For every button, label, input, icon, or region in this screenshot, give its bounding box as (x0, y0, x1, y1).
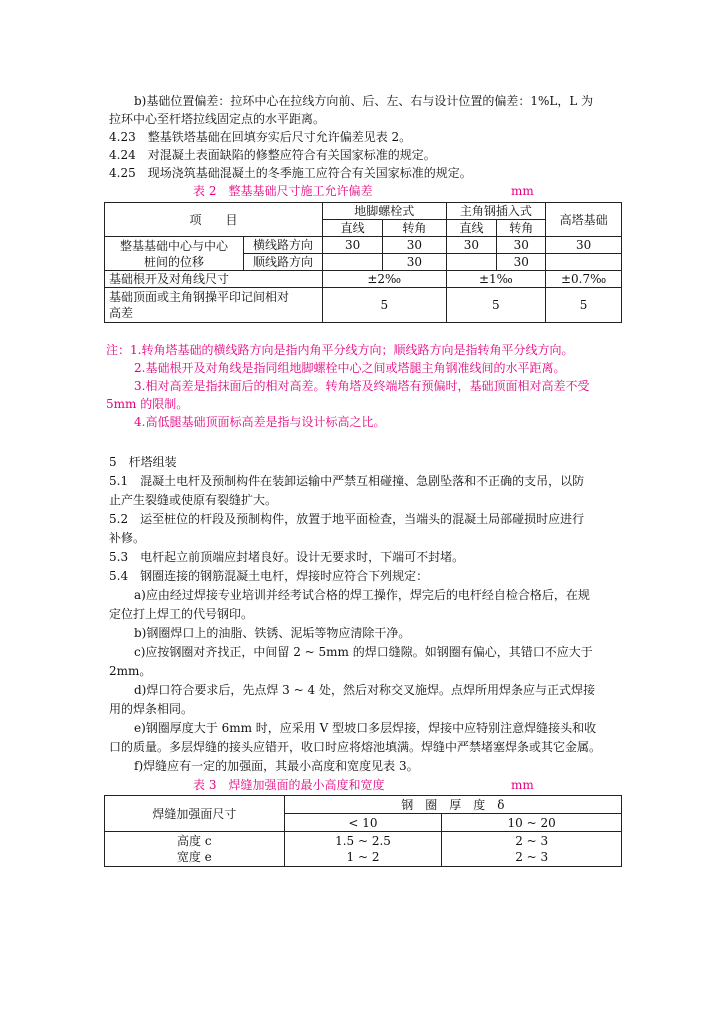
note-2: 2.基础根开及对角线是指同组地脚螺栓中心之间或塔腿主角钢准线间的水平距离。 (134, 361, 566, 375)
clause-5-1: 5.1 混凝土电杆及预制构件在装卸运输中严禁互相碰撞、急剧坠落和不正确的支吊，以防 (109, 474, 585, 488)
clause-5-4-a: a)应由经过焊接专业培训并经考试合格的焊工操作，焊完后的电杆经自检合格后，在规 (134, 588, 590, 602)
clause-5-1-cont: 止产生裂缝或使原有裂缝扩大。 (109, 493, 278, 507)
table2-row1-label (105, 237, 244, 271)
table2-sub-corner: 转角 (497, 220, 546, 237)
clause-4-23: 4.23 整基铁塔基础在回填夯实后尺寸允许偏差见表 2。 (109, 130, 412, 144)
table2-cell: ±1‰ (446, 271, 546, 288)
table2-sub-corner: 转角 (383, 220, 446, 237)
table3-col-lt10: < 10 (284, 814, 442, 832)
clause-5-2-cont: 补修。 (109, 531, 146, 545)
clause-5-4-c: c)应按钢圈对齐找正，中间留 2 ~ 5mm 的焊口缝隙。如钢圈有偏心，其错口不应大于 (134, 645, 593, 659)
table2-caption: 表 2 整基基础尺寸施工允许偏差 (193, 184, 373, 198)
table2-row4-label-a: 基础顶面或主角钢操平印记间相对 (109, 290, 290, 304)
clause-5-4-f: f)焊缝应有一定的加强面，其最小高度和宽度见表 3。 (134, 759, 419, 773)
table2-cell: 5 (446, 288, 546, 323)
section-5-heading: 5 杆塔组装 (109, 455, 177, 469)
table3-cell: 1.5 ~ 2.5 (335, 834, 391, 848)
table2-header-high-tower: 高塔基础 (546, 203, 622, 237)
clause-5-3: 5.3 电杆起立前顶端应封堵良好。设计无要求时，下端可不封堵。 (109, 550, 465, 564)
clause-5-4-e-cont: 口的质量。多层焊缝的接头应错开，收口时应将熔池填满。焊缝中严禁堵塞焊条或其它金属。 (109, 740, 602, 754)
table2-cell (446, 254, 497, 271)
table2 (104, 202, 622, 323)
table2-row4-label-b: 高差 (109, 306, 134, 320)
table3-header-thickness: 钢 圈 厚 度 δ (284, 796, 621, 814)
note-3: 3.相对高差是指抹面后的相对高差。转角塔及终端塔有预偏时，基础顶面相对高差不受 (134, 379, 590, 393)
table2-header-anchor-bolt: 地脚螺栓式 (323, 203, 447, 220)
note-4: 4.高低腿基础顶面标高差是指与设计标高之比。 (134, 415, 386, 429)
table2-header-item: 项 目 (105, 203, 323, 237)
paragraph-foundation-offset-cont: 拉环中心至杆塔拉线固定点的水平距离。 (109, 112, 326, 126)
clause-4-25: 4.25 现场浇筑基础混凝土的冬季施工应符合有关国家标准的规定。 (109, 166, 472, 180)
table2-cell (323, 254, 383, 271)
clause-4-24: 4.24 对混凝土表面缺陷的修整应符合有关国家标准的规定。 (109, 148, 436, 162)
clause-5-2: 5.2 运至桩位的杆段及预制构件，放置于地平面检查，当端头的混凝土局部碰损时应进行 (109, 512, 585, 526)
table2-row4-label (105, 288, 323, 323)
note-1: 注：1.转角塔基础的横线路方向是指内角平分线方向；顺线路方向是指转角平分线方向。 (106, 343, 574, 357)
table2-cell: 30 (383, 254, 446, 271)
note-3-cont: 5mm 的限制。 (106, 397, 189, 411)
table3-header-size: 焊缝加强面尺寸 (105, 796, 285, 832)
table2-cell: 5 (323, 288, 447, 323)
paragraph-foundation-offset: b)基础位置偏差：拉环中心在拉线方向前、后、左、右与设计位置的偏差：1%L，L 为 (134, 94, 594, 108)
table3-row-width-label: 宽度 e (176, 850, 212, 864)
table2-header-main-angle: 主角钢插入式 (446, 203, 546, 220)
table2-cell: 30 (497, 237, 546, 254)
table3-cell: 2 ~ 3 (515, 850, 549, 864)
table3 (104, 795, 622, 867)
table3-col-b-values (442, 832, 622, 867)
clause-5-4-e: e)钢圈厚度大于 6mm 时，应采用 V 型坡口多层焊接，焊接中应特别注意焊缝接头和收 (134, 721, 597, 735)
clause-5-4-b: b)钢圈焊口上的油脂、铁锈、泥垢等物应清除干净。 (134, 626, 411, 640)
table3-row-height-label: 高度 c (177, 834, 212, 848)
table2-cell: 30 (546, 237, 622, 254)
table2-cell: 5 (546, 288, 622, 323)
table2-row3-label: 基础根开及对角线尺寸 (105, 271, 323, 288)
clause-5-4-a-cont: 定位打上焊工的代号钢印。 (109, 607, 254, 621)
clause-5-4-c-cont: 2mm。 (109, 664, 152, 678)
table3-col-a-values (284, 832, 442, 867)
table2-cell: 30 (323, 237, 383, 254)
table2-cell: 30 (446, 237, 497, 254)
table2-row2-sub: 顺线路方向 (244, 254, 323, 271)
table2-row1-sub: 横线路方向 (244, 237, 323, 254)
table2-unit: mm (511, 184, 534, 198)
table3-unit: mm (511, 778, 534, 792)
table3-cell: 2 ~ 3 (515, 834, 549, 848)
table2-cell: ±0.7‰ (546, 271, 622, 288)
table2-sub-straight: 直线 (446, 220, 497, 237)
table2-cell: 30 (383, 237, 446, 254)
table3-caption: 表 3 焊缝加强面的最小高度和宽度 (193, 778, 385, 792)
table2-cell (546, 254, 622, 271)
table3-col-10-20: 10 ~ 20 (442, 814, 622, 832)
clause-5-4-d-cont: 用的焊条相同。 (109, 702, 194, 716)
table3-row-labels (105, 832, 285, 867)
table2-row1-label-b: 桩间的位移 (144, 254, 205, 269)
clause-5-4: 5.4 钢圈连接的钢筋混凝土电杆，焊接时应符合下列规定： (109, 569, 429, 583)
table2-sub-straight: 直线 (323, 220, 383, 237)
clause-5-4-d: d)焊口符合要求后，先点焊 3 ~ 4 处，然后对称交叉施焊。点焊所用焊条应与正式焊接 (134, 683, 595, 697)
table2-cell: 30 (497, 254, 546, 271)
table3-cell: 1 ~ 2 (346, 850, 380, 864)
table2-row1-label-a: 整基基础中心与中心 (120, 238, 229, 253)
table2-cell: ±2‰ (323, 271, 447, 288)
